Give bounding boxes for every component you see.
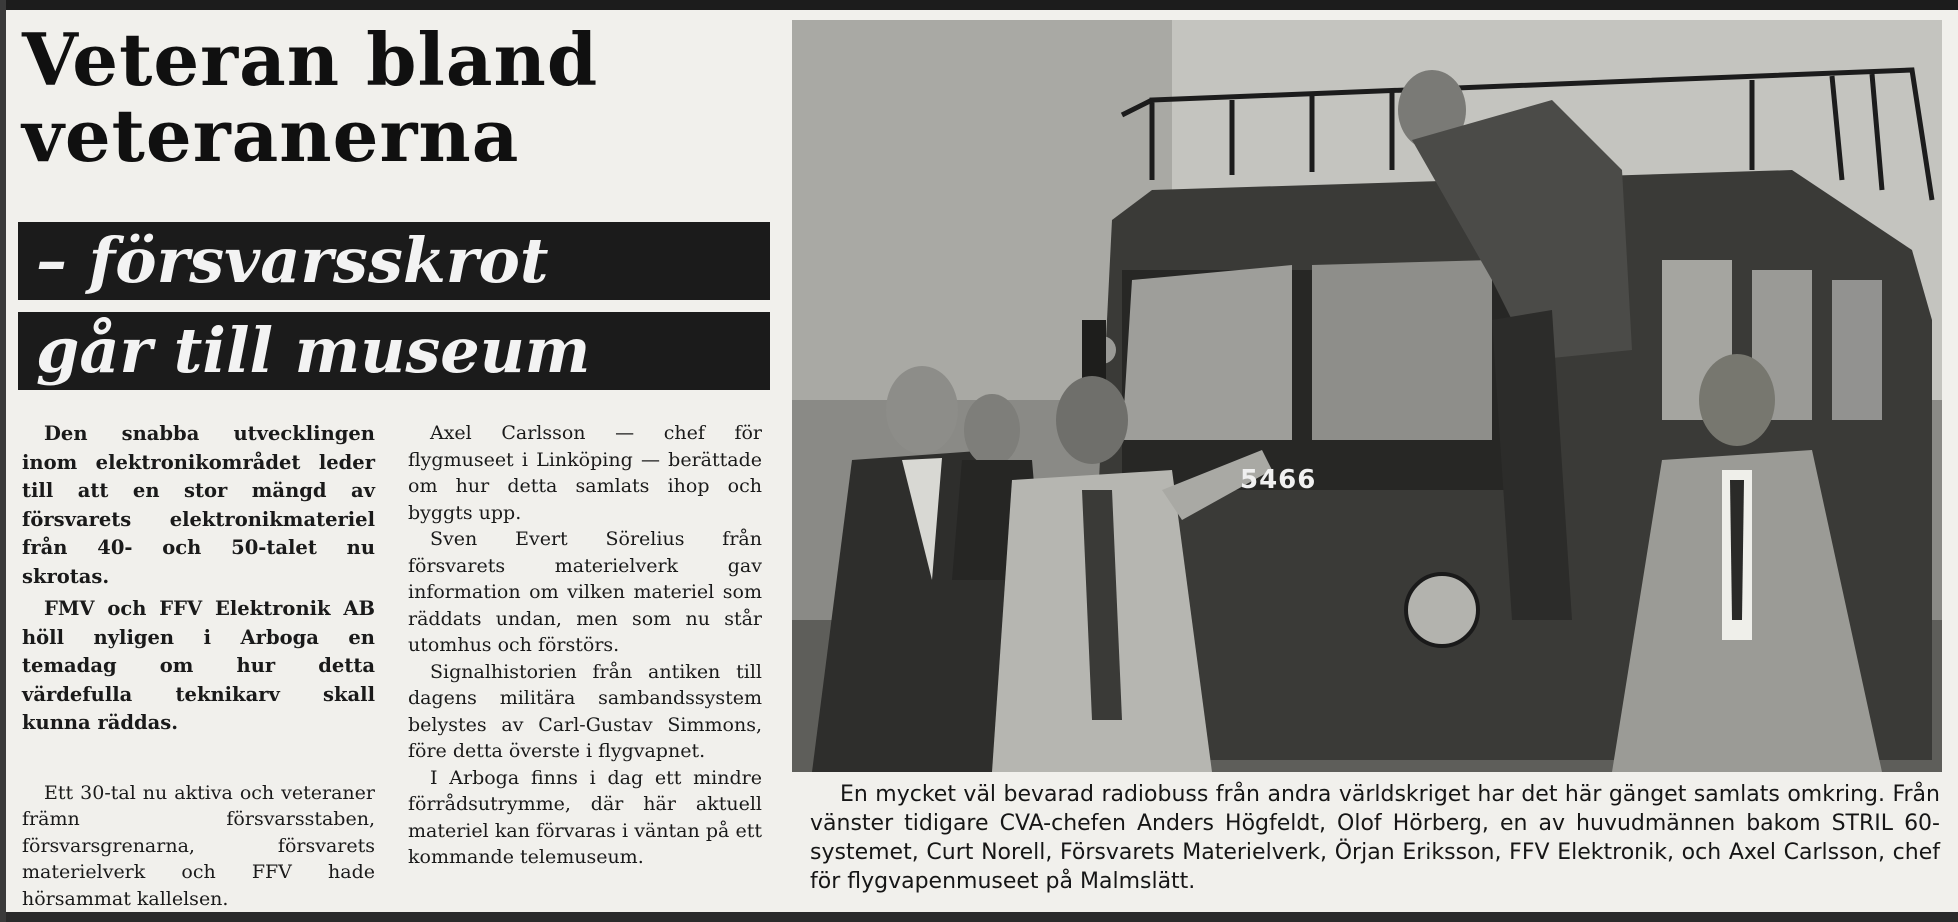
subheadline-band-1: – försvarsskrot	[18, 222, 770, 300]
page-frame-top	[0, 0, 1958, 10]
body-paragraph: I Arboga finns i dag ett mindre förrådsutrymme, där här aktuell materiel kan förvaras i väntan på ett kommande telemuseum.	[408, 766, 762, 868]
headline-line-2: veteranerna	[22, 93, 520, 178]
body-paragraph: Ett 30-tal nu aktiva och veteraner främn försvarsstaben, försvarsgrenarna, försvarets materielverk och FFV hade hörsammat kallelsen.	[22, 781, 375, 910]
photo-caption	[810, 780, 1940, 896]
body-paragraph: Axel Carlsson — chef för flygmuseet i Linköping — berättade om hur detta samlats ihop och byggts upp.	[408, 422, 762, 524]
news-photo-radio-bus	[792, 20, 1942, 772]
body-paragraph: Signalhistorien från antiken till dagens militära sambandssystem belystes av Carl-Gustav Simmons, före detta överste i flygvapnet.	[408, 660, 762, 762]
photo-caption-text: En mycket väl bevarad radiobuss från andra världskriget har det här gänget samlats omkring. Från vänster tidigare CVA-chefen Anders Högfeldt, Olof Hörberg, en av huvudmännen bakom STRIL 60-systemet, Curt Norell, Försvarets Materielverk, Örjan Eriksson, FFV Elektronik, och Axel Carlsson, chef för flygvapenmuseet på Malmslätt.	[810, 782, 1940, 894]
subheadline-band-2: går till museum	[18, 312, 770, 390]
lead-paragraph: FMV och FFV Elektronik AB höll nyligen i Arboga en temadag om hur detta värdefulla teknikarv skall kunna räddas.	[22, 597, 375, 734]
bus-number-plate: 5466	[1240, 465, 1317, 495]
article-column-2	[408, 420, 762, 871]
page-frame-bottom	[0, 912, 1958, 922]
headline-line-1: Veteran bland	[22, 17, 599, 102]
lead-paragraph: Den snabba utvecklingen inom elektronikområdet leder till att en stor mängd av försvarets elektronikmateriel från 40- och 50-talet nu skrotas.	[22, 422, 375, 588]
article-headline	[22, 17, 782, 178]
page-frame-left	[0, 0, 6, 922]
body-paragraph: Sven Evert Sörelius från försvarets materielverk gav information om vilken materiel som räddats undan, men som nu står utomhus och förstörs.	[408, 528, 762, 656]
photo-illustration	[792, 20, 1942, 772]
article-column-1	[22, 420, 375, 912]
